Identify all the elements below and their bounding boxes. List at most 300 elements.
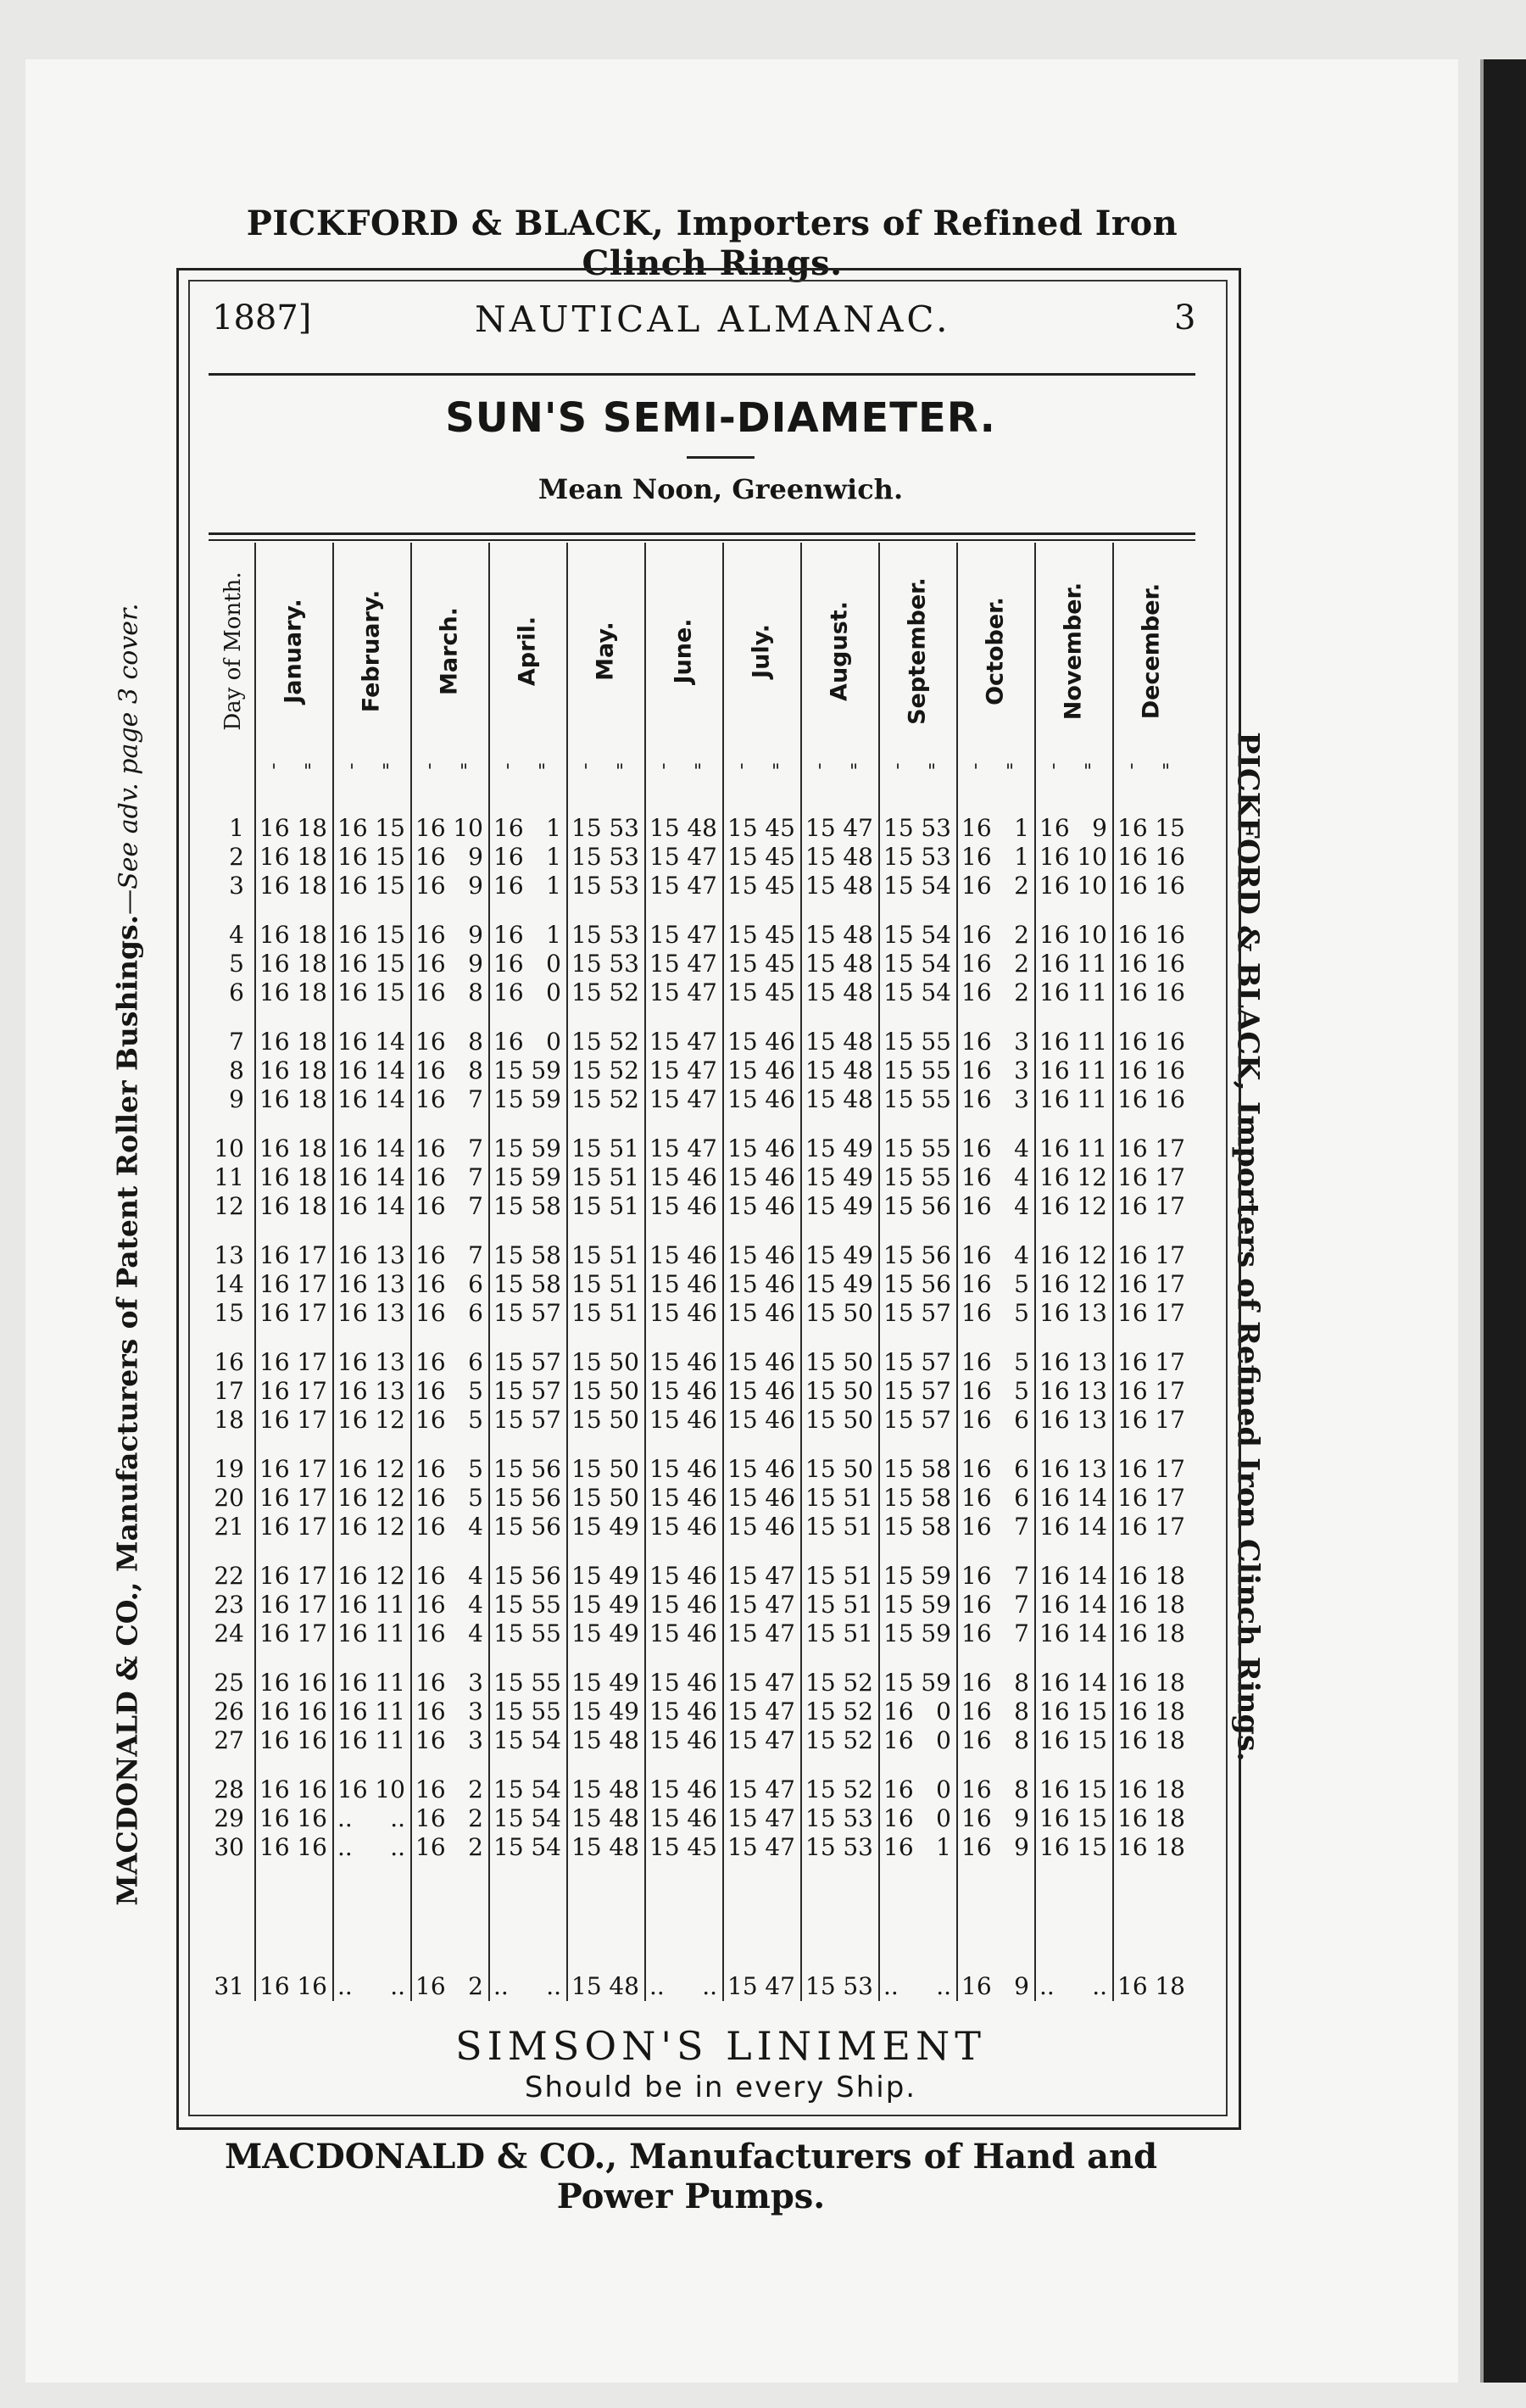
minutes-cell: 15	[805, 1028, 836, 1056]
minutes-cell: 16	[493, 921, 524, 949]
minutes-cell: 15	[727, 978, 758, 1006]
seconds-cell: 46	[765, 1056, 795, 1084]
seconds-cell: 46	[687, 1406, 717, 1434]
minutes-cell: 15	[727, 1163, 758, 1191]
minutes-cell: 16	[415, 921, 446, 949]
day-cell: 30	[214, 1833, 244, 1861]
table-row	[0, 1377, 1526, 1407]
seconds-cell: 46	[765, 1377, 795, 1405]
seconds-cell: 55	[921, 1056, 951, 1084]
minutes-cell: 15	[805, 1591, 836, 1619]
seconds-cell: 58	[921, 1484, 951, 1512]
day-cell: 16	[214, 1348, 244, 1376]
seconds-cell: 51	[843, 1562, 873, 1590]
seconds-cell: 59	[921, 1669, 951, 1697]
seconds-cell: 5	[1014, 1377, 1029, 1405]
minutes-cell: 15	[649, 950, 680, 978]
minutes-cell: 15	[883, 1056, 914, 1084]
minutes-cell: 15	[649, 1455, 680, 1483]
seconds-cell: 59	[531, 1056, 561, 1084]
seconds-cell: ..	[1092, 1972, 1107, 2000]
minutes-cell: 16	[337, 1775, 368, 1803]
day-cell: 22	[214, 1562, 244, 1590]
minutes-cell: 16	[1039, 872, 1070, 900]
minutes-cell: 16	[337, 1697, 368, 1725]
seconds-cell: 17	[1155, 1241, 1185, 1269]
seconds-cell: ..	[546, 1972, 561, 2000]
seconds-cell: 18	[297, 1192, 327, 1220]
minutes-cell: 16	[259, 1299, 290, 1327]
seconds-cell: 50	[843, 1455, 873, 1483]
minutes-cell: 16	[961, 1726, 992, 1754]
seconds-cell: 52	[843, 1669, 873, 1697]
minutes-cell: 16	[415, 1972, 446, 2000]
seconds-cell: 4	[1014, 1241, 1029, 1269]
seconds-cell: 10	[453, 814, 483, 842]
minutes-cell: 15	[883, 1562, 914, 1590]
minutes-cell: 16	[961, 1299, 992, 1327]
seconds-cell: 15	[1077, 1833, 1107, 1861]
seconds-cell: 49	[609, 1669, 639, 1697]
seconds-cell: 12	[1077, 1192, 1107, 1220]
minutes-cell: 15	[649, 1775, 680, 1803]
minutes-cell: 15	[805, 950, 836, 978]
minutes-cell: 15	[649, 1726, 680, 1754]
table-subtitle: Mean Noon, Greenwich.	[537, 473, 904, 505]
seconds-cell: 17	[1155, 1484, 1185, 1512]
minutes-cell: 16	[493, 978, 524, 1006]
unit-minutes: '	[1051, 761, 1057, 783]
minutes-cell: 15	[883, 1192, 914, 1220]
minutes-cell: 15	[727, 1697, 758, 1725]
minutes-cell: 16	[259, 1562, 290, 1590]
minutes-cell: 15	[493, 1833, 524, 1861]
seconds-cell: 52	[843, 1726, 873, 1754]
minutes-cell: 15	[883, 1299, 914, 1327]
seconds-cell: 51	[609, 1299, 639, 1327]
minutes-cell: 16	[1039, 1455, 1070, 1483]
minutes-cell: 16	[961, 921, 992, 949]
minutes-cell: 16	[259, 1455, 290, 1483]
seconds-cell: 16	[1155, 921, 1185, 949]
minutes-cell: 16	[1117, 1406, 1148, 1434]
seconds-cell: 5	[468, 1377, 483, 1405]
day-cell: 8	[229, 1056, 244, 1084]
seconds-cell: 46	[687, 1455, 717, 1483]
seconds-cell: 46	[687, 1484, 717, 1512]
seconds-cell: 12	[1077, 1270, 1107, 1298]
seconds-cell: 14	[1077, 1484, 1107, 1512]
seconds-cell: 46	[687, 1348, 717, 1376]
minutes-cell: 16	[337, 950, 368, 978]
minutes-cell: 16	[961, 1619, 992, 1647]
seconds-cell: 0	[546, 950, 561, 978]
seconds-cell: 7	[1014, 1562, 1029, 1590]
seconds-cell: 47	[765, 1804, 795, 1832]
unit-seconds: "	[615, 761, 625, 783]
seconds-cell: 18	[297, 1163, 327, 1191]
minutes-cell: 15	[805, 1085, 836, 1113]
seconds-cell: 47	[765, 1562, 795, 1590]
minutes-cell: 16	[259, 1591, 290, 1619]
seconds-cell: 12	[1077, 1241, 1107, 1269]
day-cell: 29	[214, 1804, 244, 1832]
minutes-cell: 15	[649, 1406, 680, 1434]
seconds-cell: 54	[531, 1775, 561, 1803]
unit-minutes: '	[271, 761, 277, 783]
month-header-label: December.	[1138, 582, 1165, 720]
minutes-cell: 16	[415, 1192, 446, 1220]
minutes-cell: 16	[1039, 1775, 1070, 1803]
day-cell: 20	[214, 1484, 244, 1512]
minutes-cell: 16	[1117, 1028, 1148, 1056]
minutes-cell: 16	[961, 1085, 992, 1113]
minutes-cell: ..	[493, 1972, 509, 2000]
day-cell: 31	[214, 1972, 244, 2000]
minutes-cell: 16	[415, 1270, 446, 1298]
minutes-cell: 16	[961, 1669, 992, 1697]
seconds-cell: 46	[687, 1804, 717, 1832]
seconds-cell: 17	[1155, 1455, 1185, 1483]
minutes-cell: 16	[415, 1028, 446, 1056]
minutes-cell: 15	[649, 978, 680, 1006]
seconds-cell: 4	[468, 1513, 483, 1541]
day-cell: 26	[214, 1697, 244, 1725]
day-cell: 23	[214, 1591, 244, 1619]
seconds-cell: 53	[609, 814, 639, 842]
seconds-cell: 49	[609, 1697, 639, 1725]
minutes-cell: 16	[1039, 1163, 1070, 1191]
minutes-cell: 16	[259, 1513, 290, 1541]
minutes-cell: 16	[883, 1775, 914, 1803]
minutes-cell: 15	[727, 1134, 758, 1162]
seconds-cell: 57	[921, 1377, 951, 1405]
seconds-cell: 7	[468, 1085, 483, 1113]
seconds-cell: 4	[1014, 1163, 1029, 1191]
table-row	[0, 843, 1526, 873]
minutes-cell: 15	[493, 1134, 524, 1162]
minutes-cell: 16	[493, 1028, 524, 1056]
seconds-cell: 16	[1155, 872, 1185, 900]
unit-minutes: '	[817, 761, 823, 783]
table-row	[0, 921, 1526, 951]
seconds-cell: 13	[1077, 1299, 1107, 1327]
seconds-cell: 47	[687, 1134, 717, 1162]
seconds-cell: 45	[765, 843, 795, 871]
minutes-cell: 15	[727, 1833, 758, 1861]
seconds-cell: 14	[375, 1192, 405, 1220]
seconds-cell: 57	[921, 1406, 951, 1434]
minutes-cell: 15	[493, 1513, 524, 1541]
minutes-cell: 16	[415, 950, 446, 978]
seconds-cell: 0	[936, 1697, 951, 1725]
seconds-cell: 18	[1155, 1591, 1185, 1619]
seconds-cell: 53	[609, 872, 639, 900]
seconds-cell: 50	[609, 1348, 639, 1376]
minutes-cell: 15	[883, 1241, 914, 1269]
minutes-cell: 15	[805, 1484, 836, 1512]
minutes-cell: 15	[493, 1562, 524, 1590]
minutes-cell: 15	[883, 843, 914, 871]
unit-seconds: "	[304, 761, 313, 783]
seconds-cell: 51	[609, 1163, 639, 1191]
minutes-cell: 16	[415, 978, 446, 1006]
seconds-cell: 4	[1014, 1134, 1029, 1162]
month-header-label: August.	[826, 601, 853, 701]
minutes-cell: 15	[649, 1192, 680, 1220]
seconds-cell: 55	[921, 1028, 951, 1056]
title-rule	[687, 456, 755, 459]
minutes-cell: 16	[961, 978, 992, 1006]
minutes-cell: 16	[1117, 1377, 1148, 1405]
table-row	[0, 1299, 1526, 1329]
minutes-cell: 16	[415, 1833, 446, 1861]
minutes-cell: 15	[805, 1513, 836, 1541]
minutes-cell: 15	[883, 1455, 914, 1483]
seconds-cell: 6	[468, 1299, 483, 1327]
seconds-cell: 1	[1014, 843, 1029, 871]
minutes-cell: 15	[805, 978, 836, 1006]
seconds-cell: 58	[531, 1192, 561, 1220]
minutes-cell: 16	[1117, 978, 1148, 1006]
minutes-cell: 16	[337, 1085, 368, 1113]
seconds-cell: 55	[921, 1134, 951, 1162]
minutes-cell: 15	[493, 1348, 524, 1376]
seconds-cell: 17	[297, 1299, 327, 1327]
seconds-cell: 18	[297, 950, 327, 978]
unit-minutes: '	[583, 761, 589, 783]
minutes-cell: 15	[883, 1270, 914, 1298]
seconds-cell: 50	[843, 1299, 873, 1327]
seconds-cell: 56	[531, 1513, 561, 1541]
minutes-cell: 16	[337, 843, 368, 871]
minutes-cell: 16	[337, 1562, 368, 1590]
seconds-cell: 50	[609, 1377, 639, 1405]
minutes-cell: 16	[1117, 1619, 1148, 1647]
month-header-label: March.	[436, 607, 463, 695]
seconds-cell: 7	[1014, 1619, 1029, 1647]
minutes-cell: 15	[649, 1591, 680, 1619]
day-cell: 17	[214, 1377, 244, 1405]
minutes-cell: ..	[337, 1804, 353, 1832]
seconds-cell: 13	[1077, 1377, 1107, 1405]
minutes-cell: 16	[337, 872, 368, 900]
minutes-cell: 15	[493, 1192, 524, 1220]
minutes-cell: 15	[571, 1726, 602, 1754]
seconds-cell: 3	[468, 1669, 483, 1697]
seconds-cell: 47	[687, 950, 717, 978]
minutes-cell: 15	[727, 1804, 758, 1832]
minutes-cell: 15	[571, 814, 602, 842]
minutes-cell: 16	[961, 1028, 992, 1056]
minutes-cell: 16	[337, 1348, 368, 1376]
minutes-cell: 15	[571, 1619, 602, 1647]
minutes-cell: 16	[259, 1028, 290, 1056]
table-row	[0, 872, 1526, 902]
seconds-cell: 46	[687, 1513, 717, 1541]
seconds-cell: 45	[765, 950, 795, 978]
minutes-cell: 16	[883, 1833, 914, 1861]
minutes-cell: 16	[259, 1804, 290, 1832]
minutes-cell: 15	[883, 1669, 914, 1697]
seconds-cell: 46	[765, 1348, 795, 1376]
seconds-cell: 10	[1077, 921, 1107, 949]
month-header	[337, 549, 405, 753]
minutes-cell: 15	[649, 814, 680, 842]
minutes-cell: 16	[337, 1192, 368, 1220]
seconds-cell: 16	[297, 1726, 327, 1754]
minutes-cell: 15	[649, 1619, 680, 1647]
minutes-cell: 15	[649, 1804, 680, 1832]
minutes-cell: 16	[259, 814, 290, 842]
minutes-cell: 15	[727, 1028, 758, 1056]
minutes-cell: 16	[1039, 1726, 1070, 1754]
seconds-cell: 46	[765, 1134, 795, 1162]
seconds-cell: 16	[297, 1669, 327, 1697]
header-day-of-month-label: Day of Month.	[220, 571, 246, 731]
seconds-cell: 7	[468, 1163, 483, 1191]
minutes-cell: 15	[805, 1299, 836, 1327]
minutes-cell: 16	[259, 1377, 290, 1405]
minutes-cell: 16	[1039, 1377, 1070, 1405]
minutes-cell: 15	[727, 1669, 758, 1697]
seconds-cell: 17	[297, 1513, 327, 1541]
seconds-cell: 5	[1014, 1270, 1029, 1298]
minutes-cell: 15	[727, 1299, 758, 1327]
minutes-cell: 16	[337, 1455, 368, 1483]
minutes-cell: 16	[1117, 1972, 1148, 2000]
seconds-cell: 47	[687, 978, 717, 1006]
minutes-cell: 16	[1117, 1299, 1148, 1327]
table-row	[0, 1591, 1526, 1621]
minutes-cell: 16	[415, 1726, 446, 1754]
minutes-cell: 16	[1039, 1619, 1070, 1647]
seconds-cell: 1	[546, 872, 561, 900]
minutes-cell: 16	[961, 1833, 992, 1861]
seconds-cell: 48	[843, 843, 873, 871]
seconds-cell: 48	[609, 1804, 639, 1832]
seconds-cell: 10	[1077, 843, 1107, 871]
unit-minutes: '	[661, 761, 667, 783]
seconds-cell: 46	[687, 1697, 717, 1725]
minutes-cell: 15	[649, 1669, 680, 1697]
seconds-cell: 17	[297, 1484, 327, 1512]
seconds-cell: 49	[843, 1241, 873, 1269]
seconds-cell: 56	[531, 1455, 561, 1483]
minutes-cell: 15	[493, 1669, 524, 1697]
minutes-cell: 15	[883, 814, 914, 842]
minutes-cell: 15	[493, 1775, 524, 1803]
seconds-cell: ..	[390, 1972, 405, 2000]
minutes-cell: 16	[415, 1455, 446, 1483]
seconds-cell: 18	[297, 1056, 327, 1084]
minutes-cell: 15	[883, 1406, 914, 1434]
seconds-cell: 16	[1155, 1085, 1185, 1113]
minutes-cell: 16	[1039, 1056, 1070, 1084]
minutes-cell: 15	[727, 1972, 758, 2000]
minutes-cell: 15	[571, 1669, 602, 1697]
seconds-cell: 49	[843, 1134, 873, 1162]
seconds-cell: 48	[843, 872, 873, 900]
liniment-advertisement-title: SIMSON'S LINIMENT	[455, 2023, 986, 2069]
day-cell: 24	[214, 1619, 244, 1647]
minutes-cell: 15	[805, 1562, 836, 1590]
minutes-cell: 16	[961, 1134, 992, 1162]
minutes-cell: 15	[727, 1775, 758, 1803]
seconds-cell: 51	[609, 1134, 639, 1162]
minutes-cell: 15	[649, 1299, 680, 1327]
minutes-cell: 15	[805, 1833, 836, 1861]
seconds-cell: 49	[609, 1619, 639, 1647]
seconds-cell: 2	[468, 1775, 483, 1803]
table-row	[0, 1056, 1526, 1087]
seconds-cell: 59	[531, 1085, 561, 1113]
day-cell: 10	[214, 1134, 244, 1162]
minutes-cell: 16	[415, 1377, 446, 1405]
seconds-cell: 49	[609, 1591, 639, 1619]
seconds-cell: 11	[375, 1669, 405, 1697]
minutes-cell: 15	[571, 1085, 602, 1113]
minutes-cell: 16	[337, 1270, 368, 1298]
minutes-cell: 15	[649, 1377, 680, 1405]
day-cell: 11	[214, 1163, 244, 1191]
minutes-cell: 16	[1117, 814, 1148, 842]
minutes-cell: 16	[1039, 921, 1070, 949]
seconds-cell: 4	[468, 1619, 483, 1647]
seconds-cell: 45	[765, 872, 795, 900]
seconds-cell: 58	[531, 1270, 561, 1298]
seconds-cell: 55	[531, 1619, 561, 1647]
seconds-cell: 46	[687, 1377, 717, 1405]
seconds-cell: 48	[843, 978, 873, 1006]
minutes-cell: 16	[1117, 843, 1148, 871]
minutes-cell: 15	[571, 1028, 602, 1056]
day-cell: 13	[214, 1241, 244, 1269]
day-cell: 14	[214, 1270, 244, 1298]
minutes-cell: 15	[727, 1270, 758, 1298]
seconds-cell: 51	[843, 1591, 873, 1619]
minutes-cell: 15	[571, 1455, 602, 1483]
seconds-cell: 11	[1077, 1056, 1107, 1084]
minutes-cell: 15	[649, 1134, 680, 1162]
seconds-cell: ..	[390, 1833, 405, 1861]
minutes-cell: 15	[805, 1697, 836, 1725]
seconds-cell: 47	[687, 921, 717, 949]
seconds-cell: 47	[687, 1085, 717, 1113]
seconds-cell: 2	[468, 1972, 483, 2000]
seconds-cell: 1	[546, 814, 561, 842]
minutes-cell: 15	[649, 1562, 680, 1590]
seconds-cell: 48	[843, 950, 873, 978]
seconds-cell: 50	[609, 1484, 639, 1512]
minutes-cell: 15	[649, 1056, 680, 1084]
seconds-cell: 17	[1155, 1377, 1185, 1405]
unit-seconds: "	[459, 761, 469, 783]
minutes-cell: 16	[961, 1972, 992, 2000]
seconds-cell: 55	[531, 1591, 561, 1619]
minutes-cell: 16	[1039, 1669, 1070, 1697]
minutes-cell: 15	[727, 1192, 758, 1220]
day-cell: 6	[229, 978, 244, 1006]
seconds-cell: 53	[609, 950, 639, 978]
minutes-cell: 15	[571, 1833, 602, 1861]
seconds-cell: 6	[468, 1270, 483, 1298]
seconds-cell: 46	[765, 1085, 795, 1113]
seconds-cell: 51	[609, 1241, 639, 1269]
minutes-cell: 15	[571, 1192, 602, 1220]
seconds-cell: 16	[1155, 1056, 1185, 1084]
minutes-cell: 15	[727, 1455, 758, 1483]
